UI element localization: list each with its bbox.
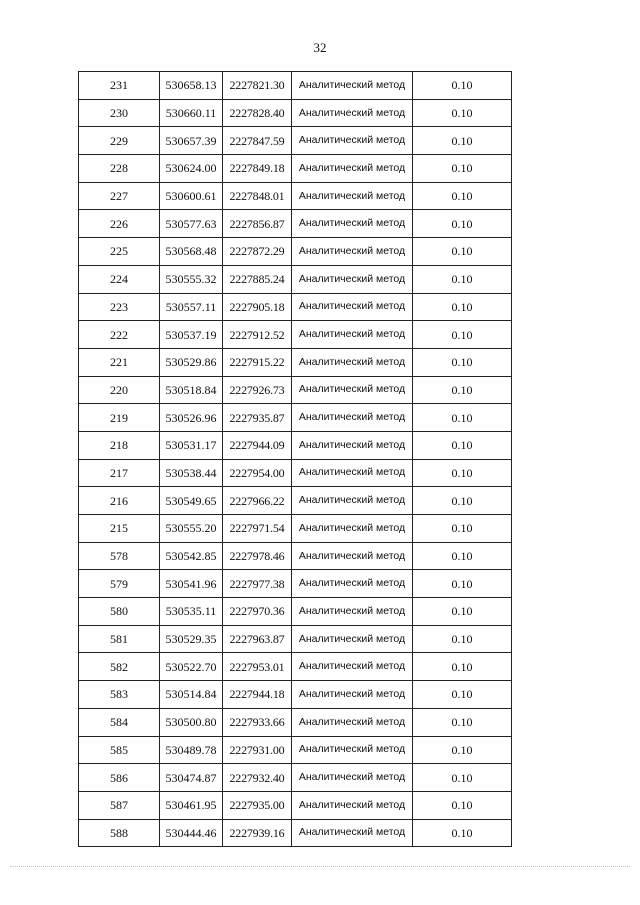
precision-cell: 0.10 [413,487,512,515]
x-coordinate-cell: 530461.95 [160,791,223,819]
precision-cell: 0.10 [413,99,512,127]
point-number-cell: 227 [79,182,160,210]
x-coordinate-cell: 530537.19 [160,321,223,349]
y-coordinate-cell: 2227954.00 [223,459,292,487]
method-cell: Аналитический метод [292,819,413,847]
x-coordinate-cell: 530624.00 [160,155,223,183]
table-row [79,155,512,183]
x-coordinate-cell: 530538.44 [160,459,223,487]
x-coordinate-cell: 530444.46 [160,819,223,847]
method-cell: Аналитический метод [292,598,413,626]
coordinates-table-container [78,71,511,847]
x-coordinate-cell: 530541.96 [160,570,223,598]
point-number-cell: 228 [79,155,160,183]
point-number-cell: 583 [79,681,160,709]
x-coordinate-cell: 530526.96 [160,404,223,432]
point-number-cell: 217 [79,459,160,487]
method-cell: Аналитический метод [292,736,413,764]
precision-cell: 0.10 [413,791,512,819]
table-row [79,570,512,598]
y-coordinate-cell: 2227905.18 [223,293,292,321]
coordinates-table-body [79,72,512,847]
x-coordinate-cell: 530522.70 [160,653,223,681]
point-number-cell: 588 [79,819,160,847]
table-row [79,819,512,847]
point-number-cell: 220 [79,376,160,404]
table-row [79,321,512,349]
y-coordinate-cell: 2227931.00 [223,736,292,764]
point-number-cell: 580 [79,598,160,626]
y-coordinate-cell: 2227944.09 [223,431,292,459]
method-cell: Аналитический метод [292,265,413,293]
method-cell: Аналитический метод [292,570,413,598]
y-coordinate-cell: 2227970.36 [223,598,292,626]
x-coordinate-cell: 530529.35 [160,625,223,653]
point-number-cell: 578 [79,542,160,570]
x-coordinate-cell: 530531.17 [160,431,223,459]
x-coordinate-cell: 530474.87 [160,764,223,792]
page-number: 32 [313,40,327,55]
method-cell: Аналитический метод [292,653,413,681]
point-number-cell: 230 [79,99,160,127]
precision-cell: 0.10 [413,653,512,681]
method-cell: Аналитический метод [292,764,413,792]
method-cell: Аналитический метод [292,681,413,709]
method-cell: Аналитический метод [292,127,413,155]
point-number-cell: 215 [79,515,160,543]
table-row [79,404,512,432]
y-coordinate-cell: 2227935.87 [223,404,292,432]
y-coordinate-cell: 2227847.59 [223,127,292,155]
table-row [79,515,512,543]
table-row [79,459,512,487]
method-cell: Аналитический метод [292,459,413,487]
x-coordinate-cell: 530549.65 [160,487,223,515]
method-cell: Аналитический метод [292,625,413,653]
y-coordinate-cell: 2227978.46 [223,542,292,570]
x-coordinate-cell: 530568.48 [160,238,223,266]
method-cell: Аналитический метод [292,487,413,515]
table-row [79,791,512,819]
method-cell: Аналитический метод [292,238,413,266]
point-number-cell: 226 [79,210,160,238]
x-coordinate-cell: 530658.13 [160,72,223,100]
precision-cell: 0.10 [413,570,512,598]
x-coordinate-cell: 530489.78 [160,736,223,764]
precision-cell: 0.10 [413,819,512,847]
precision-cell: 0.10 [413,736,512,764]
table-row [79,293,512,321]
y-coordinate-cell: 2227872.29 [223,238,292,266]
precision-cell: 0.10 [413,127,512,155]
table-row [79,708,512,736]
method-cell: Аналитический метод [292,72,413,100]
x-coordinate-cell: 530657.39 [160,127,223,155]
point-number-cell: 231 [79,72,160,100]
precision-cell: 0.10 [413,764,512,792]
y-coordinate-cell: 2227935.00 [223,791,292,819]
table-row [79,487,512,515]
table-row [79,265,512,293]
y-coordinate-cell: 2227848.01 [223,182,292,210]
precision-cell: 0.10 [413,515,512,543]
table-row [79,764,512,792]
y-coordinate-cell: 2227926.73 [223,376,292,404]
x-coordinate-cell: 530577.63 [160,210,223,238]
point-number-cell: 581 [79,625,160,653]
y-coordinate-cell: 2227915.22 [223,348,292,376]
coordinates-table [78,71,512,847]
y-coordinate-cell: 2227885.24 [223,265,292,293]
point-number-cell: 586 [79,764,160,792]
point-number-cell: 218 [79,431,160,459]
x-coordinate-cell: 530557.11 [160,293,223,321]
y-coordinate-cell: 2227971.54 [223,515,292,543]
point-number-cell: 225 [79,238,160,266]
y-coordinate-cell: 2227933.66 [223,708,292,736]
method-cell: Аналитический метод [292,348,413,376]
precision-cell: 0.10 [413,404,512,432]
x-coordinate-cell: 530555.32 [160,265,223,293]
method-cell: Аналитический метод [292,791,413,819]
scan-artifact-line [10,866,630,867]
point-number-cell: 223 [79,293,160,321]
point-number-cell: 582 [79,653,160,681]
point-number-cell: 579 [79,570,160,598]
table-row [79,653,512,681]
table-row [79,238,512,266]
precision-cell: 0.10 [413,598,512,626]
method-cell: Аналитический метод [292,210,413,238]
y-coordinate-cell: 2227953.01 [223,653,292,681]
point-number-cell: 224 [79,265,160,293]
table-row [79,72,512,100]
point-number-cell: 229 [79,127,160,155]
table-row [79,598,512,626]
y-coordinate-cell: 2227856.87 [223,210,292,238]
y-coordinate-cell: 2227966.22 [223,487,292,515]
point-number-cell: 222 [79,321,160,349]
x-coordinate-cell: 530660.11 [160,99,223,127]
method-cell: Аналитический метод [292,542,413,570]
y-coordinate-cell: 2227963.87 [223,625,292,653]
table-row [79,376,512,404]
method-cell: Аналитический метод [292,708,413,736]
x-coordinate-cell: 530555.20 [160,515,223,543]
y-coordinate-cell: 2227912.52 [223,321,292,349]
method-cell: Аналитический метод [292,515,413,543]
y-coordinate-cell: 2227977.38 [223,570,292,598]
precision-cell: 0.10 [413,293,512,321]
point-number-cell: 216 [79,487,160,515]
precision-cell: 0.10 [413,542,512,570]
x-coordinate-cell: 530500.80 [160,708,223,736]
point-number-cell: 219 [79,404,160,432]
table-row [79,99,512,127]
precision-cell: 0.10 [413,459,512,487]
precision-cell: 0.10 [413,376,512,404]
precision-cell: 0.10 [413,182,512,210]
precision-cell: 0.10 [413,265,512,293]
table-row [79,736,512,764]
precision-cell: 0.10 [413,348,512,376]
method-cell: Аналитический метод [292,293,413,321]
method-cell: Аналитический метод [292,321,413,349]
table-row [79,127,512,155]
table-row [79,348,512,376]
point-number-cell: 584 [79,708,160,736]
method-cell: Аналитический метод [292,376,413,404]
point-number-cell: 587 [79,791,160,819]
y-coordinate-cell: 2227821.30 [223,72,292,100]
table-row [79,210,512,238]
x-coordinate-cell: 530514.84 [160,681,223,709]
y-coordinate-cell: 2227932.40 [223,764,292,792]
precision-cell: 0.10 [413,708,512,736]
table-row [79,542,512,570]
precision-cell: 0.10 [413,625,512,653]
x-coordinate-cell: 530542.85 [160,542,223,570]
method-cell: Аналитический метод [292,155,413,183]
x-coordinate-cell: 530535.11 [160,598,223,626]
y-coordinate-cell: 2227828.40 [223,99,292,127]
precision-cell: 0.10 [413,72,512,100]
method-cell: Аналитический метод [292,99,413,127]
x-coordinate-cell: 530529.86 [160,348,223,376]
y-coordinate-cell: 2227849.18 [223,155,292,183]
x-coordinate-cell: 530518.84 [160,376,223,404]
y-coordinate-cell: 2227939.16 [223,819,292,847]
table-row [79,431,512,459]
precision-cell: 0.10 [413,321,512,349]
method-cell: Аналитический метод [292,404,413,432]
precision-cell: 0.10 [413,681,512,709]
precision-cell: 0.10 [413,238,512,266]
y-coordinate-cell: 2227944.18 [223,681,292,709]
method-cell: Аналитический метод [292,182,413,210]
precision-cell: 0.10 [413,155,512,183]
method-cell: Аналитический метод [292,431,413,459]
table-row [79,681,512,709]
precision-cell: 0.10 [413,210,512,238]
point-number-cell: 221 [79,348,160,376]
table-row [79,182,512,210]
x-coordinate-cell: 530600.61 [160,182,223,210]
table-row [79,625,512,653]
precision-cell: 0.10 [413,431,512,459]
point-number-cell: 585 [79,736,160,764]
